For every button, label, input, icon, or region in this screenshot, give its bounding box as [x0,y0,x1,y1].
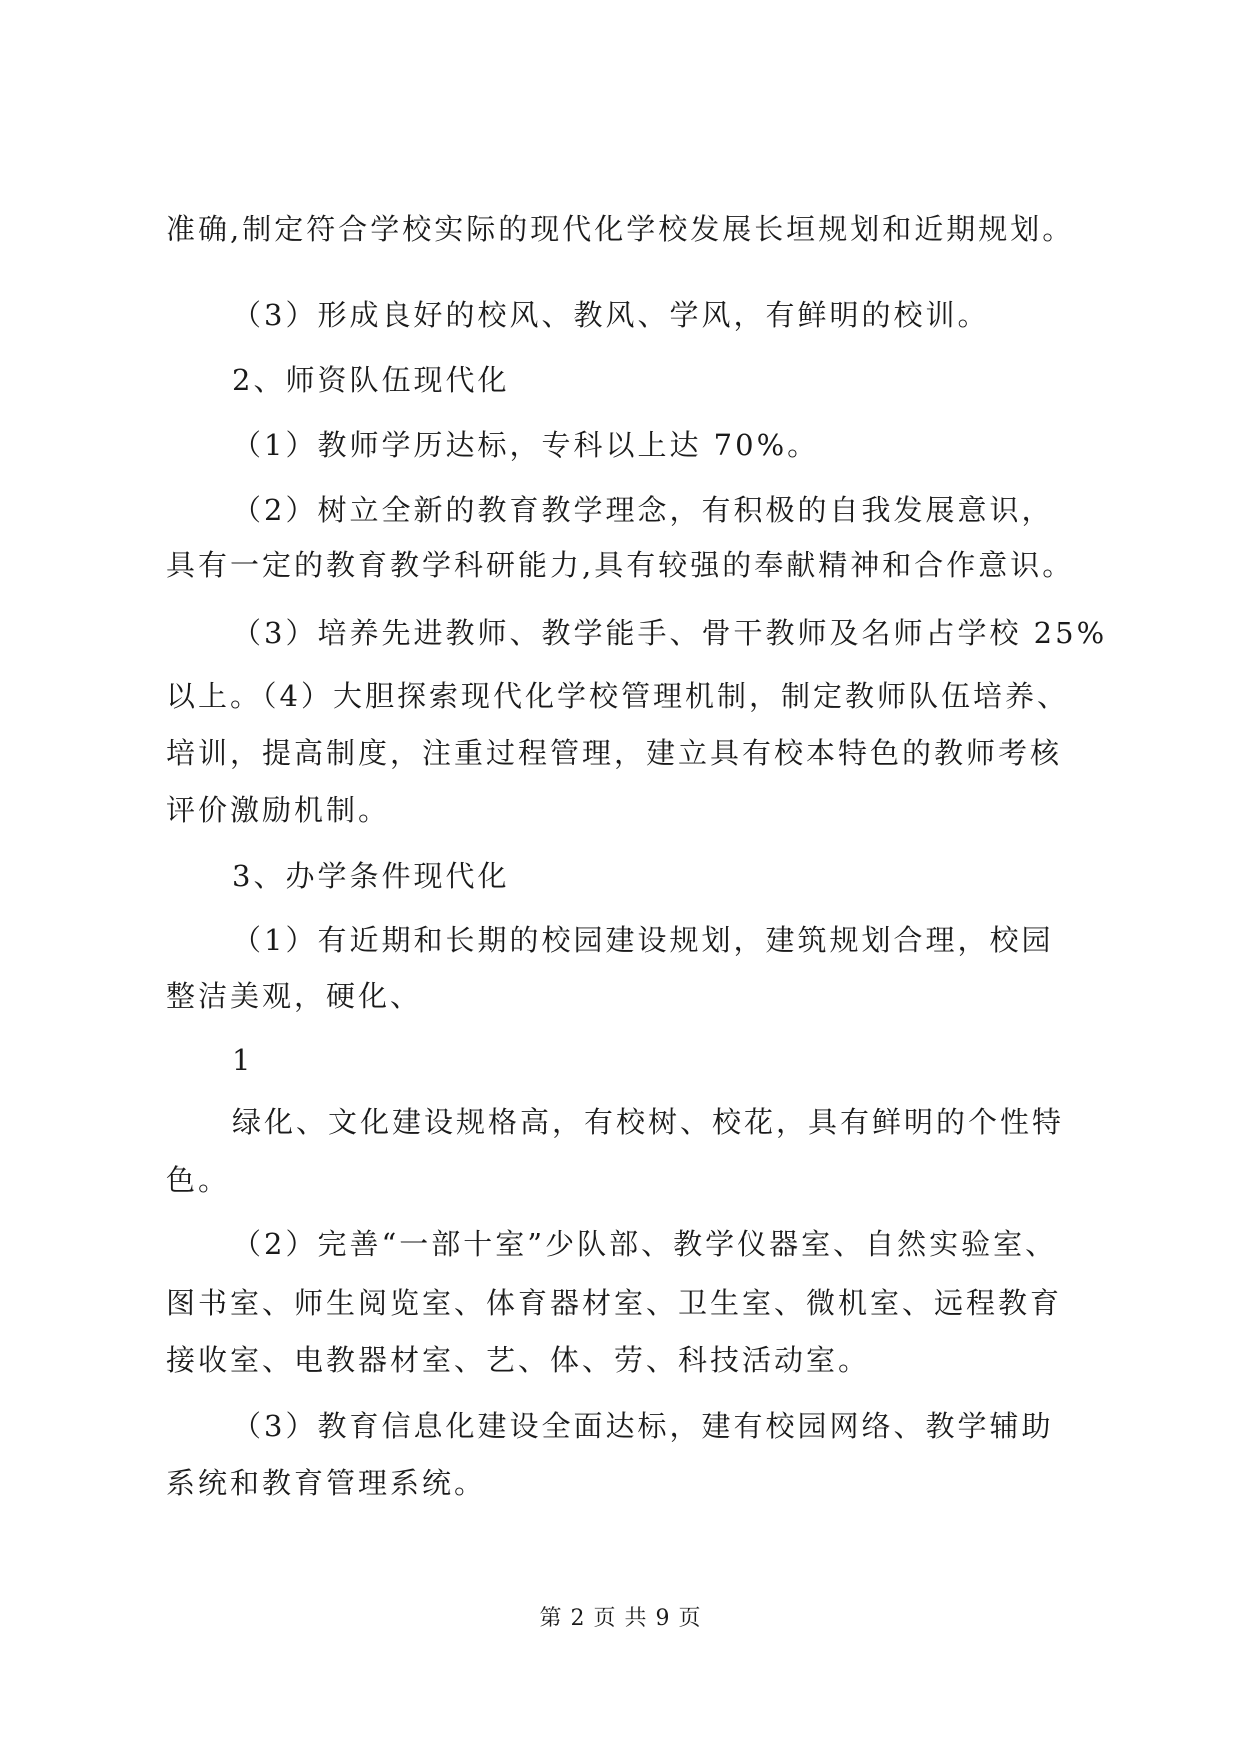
paragraph-line: 接收室、电教器材室、艺、体、劳、科技活动室。 [166,1343,871,1377]
paragraph-line: 评价激励机制。 [166,793,391,827]
section-heading: 2、师资队伍现代化 [232,363,510,397]
inline-page-number: 1 [232,1043,254,1077]
paragraph-line: 系统和教育管理系统。 [166,1466,487,1500]
paragraph-line: （3）教育信息化建设全面达标，建有校园网络、教学辅助 [232,1409,1054,1443]
paragraph-line: （3）形成良好的校风、教风、学风，有鲜明的校训。 [232,298,990,332]
page-footer: 第 2 页 共 9 页 [539,1606,702,1631]
paragraph-line: （1）教师学历达标，专科以上达 70%。 [232,428,820,462]
paragraph-line: （1）有近期和长期的校园建设规划，建筑规划合理，校园 [232,923,1054,957]
paragraph-line: 具有一定的教育教学科研能力,具有较强的奉献精神和合作意识。 [166,548,1075,582]
section-heading: 3、办学条件现代化 [232,859,510,893]
paragraph-line: 准确,制定符合学校实际的现代化学校发展长垣规划和近期规划。 [166,212,1075,246]
paragraph-line: 绿化、文化建设规格高，有校树、校花，具有鲜明的个性特 [232,1105,1065,1139]
paragraph-line: （2）树立全新的教育教学理念，有积极的自我发展意识， [232,493,1054,527]
paragraph-line: （3）培养先进教师、教学能手、骨干教师及名师占学校 25% [232,616,1108,650]
paragraph-line: 整洁美观，硬化、 [166,979,423,1013]
paragraph-line: 培训，提高制度，注重过程管理，建立具有校本特色的教师考核 [166,736,1063,770]
paragraph-line: 以上。（4）大胆探索现代化学校管理机制，制定教师队伍培养、 [166,679,1069,713]
paragraph-line: （2）完善“一部十室”少队部、教学仪器室、自然实验室、 [232,1227,1058,1261]
paragraph-line: 图书室、师生阅览室、体育器材室、卫生室、微机室、远程教育 [166,1286,1063,1320]
paragraph-line: 色。 [166,1163,231,1197]
